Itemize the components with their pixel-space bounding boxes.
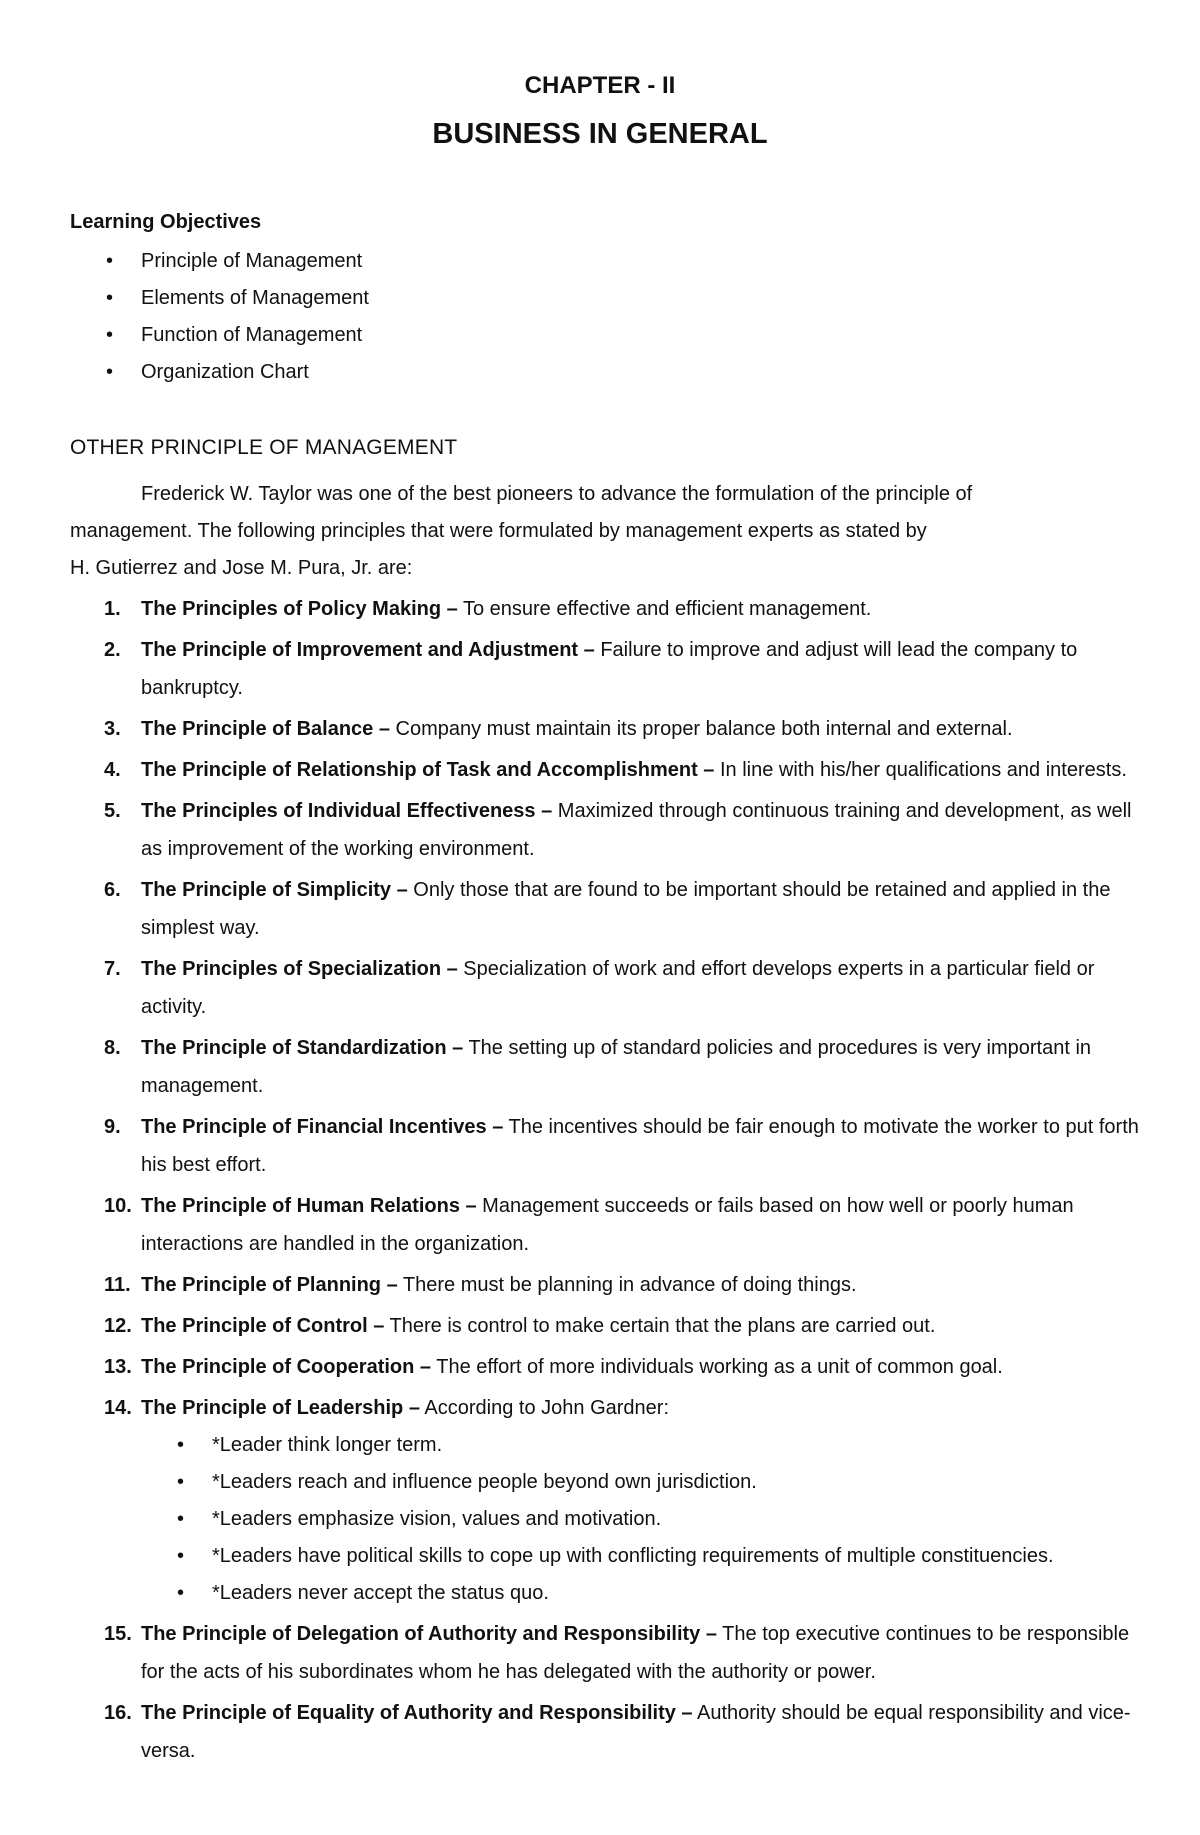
item-number: 3.: [104, 718, 121, 740]
bullet-icon: •: [177, 1545, 185, 1567]
item-number: 16.: [104, 1702, 132, 1724]
item-number: 11.: [104, 1274, 131, 1296]
principle-description: Authority should be equal responsibility and vice-versa.: [141, 1702, 1131, 1762]
principle-description: To ensure effective and efficient management.: [457, 598, 872, 620]
principle-item: [70, 1615, 1150, 1691]
item-number: 15.: [104, 1623, 132, 1645]
principle-item: [70, 1348, 1150, 1386]
bullet-icon: •: [177, 1582, 185, 1604]
bullet-icon: •: [106, 250, 114, 272]
principle-name: The Principle of Control –: [141, 1315, 385, 1337]
item-number: 14.: [104, 1397, 132, 1419]
item-number: 4.: [104, 759, 121, 781]
item-number: 5.: [104, 800, 121, 822]
list-item: [70, 248, 369, 285]
principle-name: The Principle of Improvement and Adjustment –: [141, 639, 595, 661]
principle-item: [70, 1389, 1150, 1612]
list-item-text: *Leaders emphasize vision, values and motivation.: [212, 1508, 662, 1530]
principle-description: The setting up of standard policies and procedures is very important in management.: [141, 1037, 1092, 1097]
intro-line: management. The following principles that were formulated by management experts as stated by: [70, 520, 927, 542]
principle-name: The Principle of Relationship of Task and Accomplishment –: [141, 759, 715, 781]
principle-description: Specialization of work and effort develops experts in a particular field or activity.: [141, 958, 1095, 1018]
page-title: BUSINESS IN GENERAL: [432, 118, 768, 150]
chapter-label: CHAPTER - II: [524, 72, 676, 99]
bullet-icon: •: [177, 1471, 185, 1493]
principle-item: [70, 1108, 1150, 1184]
principle-name: The Principle of Financial Incentives –: [141, 1116, 504, 1138]
list-item-text: *Leader think longer term.: [212, 1434, 443, 1456]
intro-line: H. Gutierrez and Jose M. Pura, Jr. are:: [70, 557, 413, 579]
list-item-text: Organization Chart: [141, 361, 309, 383]
principle-description: Only those that are found to be important should be retained and applied in the simplest way.: [141, 879, 1111, 939]
item-number: 2.: [104, 639, 121, 661]
principle-name: The Principle of Planning –: [141, 1274, 398, 1296]
principle-item: [70, 710, 1150, 748]
principle-item: [70, 590, 1150, 628]
learning-objectives-list: [70, 248, 369, 396]
item-number: 1.: [104, 598, 121, 620]
principle-name: The Principle of Simplicity –: [141, 879, 408, 901]
item-number: 8.: [104, 1037, 121, 1059]
learning-objectives-heading: Learning Objectives: [70, 211, 262, 233]
list-item-text: *Leaders have political skills to cope up with conflicting requirements of multiple constituencies.: [212, 1545, 1054, 1567]
section-heading: OTHER PRINCIPLE OF MANAGEMENT: [70, 436, 458, 459]
intro-paragraph: [70, 476, 1140, 587]
principle-name: The Principle of Delegation of Authority and Responsibility –: [141, 1623, 717, 1645]
bullet-icon: •: [177, 1434, 185, 1456]
principle-item: [70, 1694, 1150, 1770]
item-number: 9.: [104, 1116, 121, 1138]
principle-item: [70, 631, 1150, 707]
principle-name: The Principles of Individual Effectiveness –: [141, 800, 553, 822]
list-item: [70, 322, 369, 359]
principle-description: Management succeeds or fails based on how well or poorly human interactions are handled in the organization.: [141, 1195, 1074, 1255]
item-number: 10.: [104, 1195, 132, 1217]
principle-name: The Principles of Policy Making –: [141, 598, 458, 620]
principle-name: The Principle of Standardization –: [141, 1037, 464, 1059]
list-item: [141, 1464, 1150, 1501]
principle-description: The effort of more individuals working as a unit of common goal.: [431, 1356, 1003, 1378]
principle-description: Failure to improve and adjust will lead the company to bankruptcy.: [141, 639, 1078, 699]
principle-description: According to John Gardner:: [419, 1397, 670, 1419]
intro-line: Frederick W. Taylor was one of the best pioneers to advance the formulation of the principle of: [141, 483, 973, 505]
principle-name: The Principle of Cooperation –: [141, 1356, 432, 1378]
principle-description: In line with his/her qualifications and interests.: [714, 759, 1127, 781]
leadership-points-list: [141, 1427, 1150, 1612]
principle-description: The top executive continues to be responsible for the acts of his subordinates whom he has delegated with the authority or power.: [141, 1623, 1130, 1683]
principle-item: [70, 950, 1150, 1026]
list-item-text: Principle of Management: [141, 250, 363, 272]
principle-name: The Principle of Leadership –: [141, 1397, 420, 1419]
principle-item: [70, 751, 1150, 789]
list-item: [70, 285, 369, 322]
principle-description: Maximized through continuous training and development, as well as improvement of the working environment.: [141, 800, 1132, 860]
list-item: [141, 1538, 1150, 1575]
list-item-text: *Leaders never accept the status quo.: [212, 1582, 549, 1604]
item-number: 7.: [104, 958, 121, 980]
principle-name: The Principles of Specialization –: [141, 958, 458, 980]
list-item-text: *Leaders reach and influence people beyond own jurisdiction.: [212, 1471, 757, 1493]
principle-description: The incentives should be fair enough to motivate the worker to put forth his best effort.: [141, 1116, 1139, 1176]
list-item-text: Function of Management: [141, 324, 363, 346]
principle-description: There must be planning in advance of doing things.: [397, 1274, 857, 1296]
bullet-icon: •: [106, 287, 114, 309]
principle-name: The Principle of Human Relations –: [141, 1195, 477, 1217]
principle-item: [70, 1266, 1150, 1304]
bullet-icon: •: [177, 1508, 185, 1530]
principle-name: The Principle of Balance –: [141, 718, 390, 740]
principle-item: [70, 792, 1150, 868]
item-number: 12.: [104, 1315, 132, 1337]
list-item-text: Elements of Management: [141, 287, 369, 309]
list-item: [70, 359, 369, 396]
list-item: [141, 1575, 1150, 1612]
principle-item: [70, 1307, 1150, 1345]
principle-item: [70, 1187, 1150, 1263]
list-item: [141, 1427, 1150, 1464]
principles-list: [70, 590, 1150, 1773]
principle-description: There is control to make certain that the plans are carried out.: [384, 1315, 936, 1337]
item-number: 6.: [104, 879, 121, 901]
bullet-icon: •: [106, 324, 114, 346]
principle-description: Company must maintain its proper balance both internal and external.: [389, 718, 1013, 740]
item-number: 13.: [104, 1356, 132, 1378]
principle-item: [70, 1029, 1150, 1105]
principle-item: [70, 871, 1150, 947]
list-item: [141, 1501, 1150, 1538]
principle-name: The Principle of Equality of Authority and Responsibility –: [141, 1702, 693, 1724]
bullet-icon: •: [106, 361, 114, 383]
